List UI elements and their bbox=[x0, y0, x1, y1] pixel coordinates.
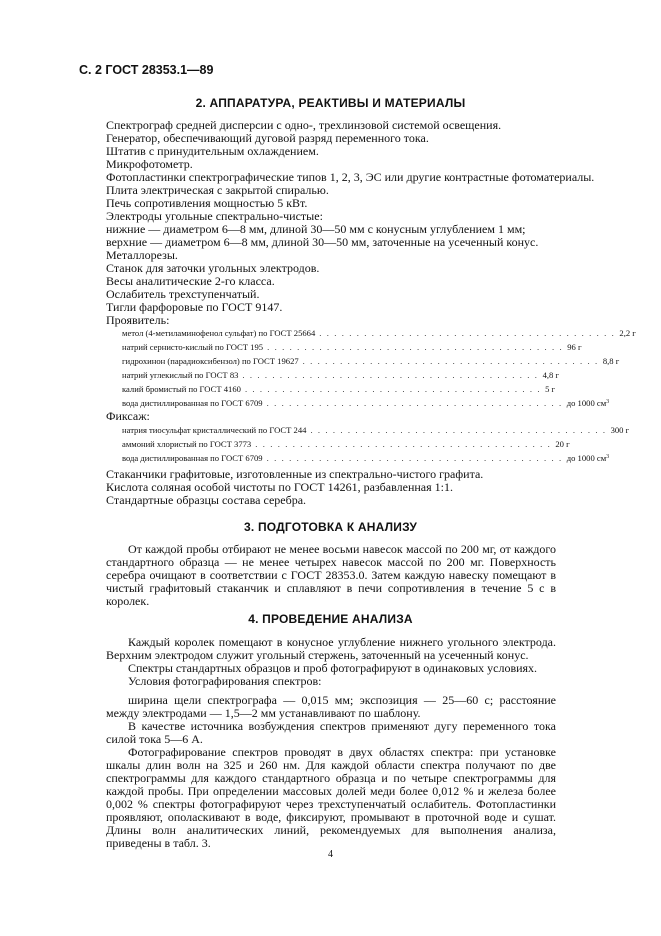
leader-dots: . . . . . . . . . . . . . . . . . . . . . . . . . . . . . . . . . . . . . . . . bbox=[302, 356, 599, 366]
equipment-line: Электроды угольные спектрально-чистые: bbox=[106, 209, 323, 223]
reagent-amount: 96 г bbox=[567, 342, 582, 352]
reagent-row bbox=[122, 366, 559, 380]
reagent-row bbox=[122, 449, 610, 463]
reagent-name: калий бромистый по ГОСТ 4160 bbox=[122, 384, 241, 394]
section-3-heading: 3. ПОДГОТОВКА К АНАЛИЗУ bbox=[244, 520, 417, 534]
reagent-name: вода дистиллированная по ГОСТ 6709 bbox=[122, 453, 263, 463]
reagent-amount: 4,8 г bbox=[542, 370, 559, 380]
reagent-name: натрия тиосульфат кристаллический по ГОСТ 244 bbox=[122, 425, 307, 435]
reagent-amount: 2,2 г bbox=[619, 328, 636, 338]
section-4-heading: 4. ПРОВЕДЕНИЕ АНАЛИЗА bbox=[248, 612, 413, 626]
reagent-row bbox=[122, 338, 582, 352]
page-header: С. 2 ГОСТ 28353.1—89 bbox=[79, 63, 214, 77]
material-line: Стаканчики графитовые, изготовленные из спектрально-чистого графита. bbox=[106, 467, 484, 481]
equipment-line: нижние — диаметром 6—8 мм, длиной 30—50 мм с конусным углублением 1 мм; bbox=[106, 222, 526, 236]
leader-dots: . . . . . . . . . . . . . . . . . . . . . . . . . . . . . . . . . . . . . . . . bbox=[242, 370, 539, 380]
section-2-heading: 2. АППАРАТУРА, РЕАКТИВЫ И МАТЕРИАЛЫ bbox=[195, 96, 466, 110]
equipment-line: Ослабитель трехступенчатый. bbox=[106, 287, 260, 301]
equipment-line: Тигли фарфоровые по ГОСТ 9147. bbox=[106, 300, 283, 314]
leader-dots: . . . . . . . . . . . . . . . . . . . . . . . . . . . . . . . . . . . . . . . . bbox=[266, 398, 563, 408]
reagent-name: вода дистиллированная по ГОСТ 6709 bbox=[122, 398, 263, 408]
reagent-name: аммоний хлористый по ГОСТ 3773 bbox=[122, 439, 252, 449]
reagent-amount: 5 г bbox=[545, 384, 556, 394]
equipment-line: Весы аналитические 2-го класса. bbox=[106, 274, 275, 288]
leader-dots: . . . . . . . . . . . . . . . . . . . . . . . . . . . . . . . . . . . . . . . . bbox=[266, 453, 563, 463]
amount-text: до 1000 см bbox=[566, 453, 607, 463]
amount-text: до 1000 см bbox=[566, 398, 607, 408]
equipment-line: Спектрограф средней дисперсии с одно-, трехлинзовой системой освещения. bbox=[106, 118, 502, 132]
developer-table bbox=[122, 324, 636, 408]
leader-dots: . . . . . . . . . . . . . . . . . . . . . . . . . . . . . . . . . . . . . . . . bbox=[319, 328, 616, 338]
reagent-row bbox=[122, 435, 570, 449]
reagent-amount: 300 г bbox=[610, 425, 630, 435]
leader-dots: . . . . . . . . . . . . . . . . . . . . . . . . . . . . . . . . . . . . . . . . bbox=[267, 342, 564, 352]
equipment-line: Микрофотометр. bbox=[106, 157, 193, 171]
leader-dots: . . . . . . . . . . . . . . . . . . . . . . . . . . . . . . . . . . . . . . . . bbox=[310, 425, 607, 435]
fixer-label: Фиксаж: bbox=[106, 409, 150, 423]
reagent-amount bbox=[563, 398, 609, 408]
reagent-row bbox=[122, 324, 636, 338]
unit-exponent: 3 bbox=[606, 399, 610, 405]
leader-dots: . . . . . . . . . . . . . . . . . . . . . . . . . . . . . . . . . . . . . . . . bbox=[255, 439, 552, 449]
section-4-paragraph-4: ширина щели спектрографа — 0,015 мм; экспозиция — 25—60 с; расстояние между электродами — 1,5—2 мм устанавливают по шаблону. bbox=[106, 693, 556, 720]
reagent-row bbox=[122, 380, 556, 394]
leader-dots: . . . . . . . . . . . . . . . . . . . . . . . . . . . . . . . . . . . . . . . . bbox=[244, 384, 542, 394]
reagent-name: метол (4-метиламинофенол сульфат) по ГОСТ 25664 bbox=[122, 328, 316, 338]
reagent-name: гидрохинон (парадиоксибензол) по ГОСТ 19627 bbox=[122, 356, 299, 366]
reagent-amount bbox=[563, 453, 609, 463]
reagent-amount: 20 г bbox=[555, 439, 570, 449]
equipment-line: Генератор, обеспечивающий дуговой разряд переменного тока. bbox=[106, 131, 429, 145]
unit-exponent: 3 bbox=[606, 454, 610, 460]
material-line: Кислота соляная особой чистоты по ГОСТ 14261, разбавленная 1:1. bbox=[106, 480, 453, 494]
section-3-paragraph: От каждой пробы отбирают не менее восьми навесок массой по 200 мг, от каждого стандартного образца — не менее четырех навесок массой по 200 мг. Поверхность серебра очищают в соответствии с ГОСТ 28353.0. Затем каждую навеску помещают в чистый графитовый стаканчик и сплавляют в печи сопротивления в течение 5 с в королек. bbox=[106, 542, 556, 608]
equipment-line: Плита электрическая с закрытой спиралью. bbox=[106, 183, 329, 197]
equipment-line: Штатив с принудительным охлаждением. bbox=[106, 144, 319, 158]
fixer-table bbox=[122, 421, 630, 463]
equipment-line: Фотопластинки спектрографические типов 1, 2, 3, ЭС или другие контрастные фотоматериалы. bbox=[106, 170, 595, 184]
section-4-paragraph-5: В качестве источника возбуждения спектров применяют дугу переменного тока силой тока 5—6 А. bbox=[106, 719, 556, 746]
equipment-line: Печь сопротивления мощностью 5 кВт. bbox=[106, 196, 308, 210]
section-4-paragraph-1: Каждый королек помещают в конусное углубление нижнего угольного электрода. Верхним электродом служит угольный стержень, заточенный на усеченный конус. bbox=[106, 635, 556, 662]
developer-label: Проявитель: bbox=[106, 313, 170, 327]
page-number: 4 bbox=[328, 849, 333, 860]
reagent-row bbox=[122, 352, 620, 366]
equipment-line: верхние — диаметром 6—8 мм, длиной 30—50 мм, заточенные на усеченный конус. bbox=[106, 235, 539, 249]
reagent-amount: 8,8 г bbox=[602, 356, 620, 366]
section-4-paragraph-6: Фотографирование спектров проводят в двух областях спектра: при установке шкалы длин волн на 325 и 260 нм. Для каждой области спектра получают по две спектрограммы для каждого стандартного образца и по четыре спектрограммы для каждой пробы. При определении массовых долей меди более 0,012 % и железа более 0,002 % спектры фотографируют через трехступенчатый ослабитель. Фотопластинки проявляют, ополаскивают в воде, фиксируют, промывают в проточной воде и сушат. Длины волн аналитических линий, рекомендуемых для выполнения анализа, приведены в табл. 3. bbox=[106, 745, 556, 850]
reagent-row bbox=[122, 394, 610, 408]
reagent-name: натрий сернисто-кислый по ГОСТ 195 bbox=[122, 342, 264, 352]
equipment-line: Металлорезы. bbox=[106, 248, 178, 262]
material-line: Стандартные образцы состава серебра. bbox=[106, 493, 307, 507]
reagent-name: натрий углекислый по ГОСТ 83 bbox=[122, 370, 239, 380]
section-4-paragraph-3: Условия фотографирования спектров: bbox=[128, 674, 322, 688]
equipment-line: Станок для заточки угольных электродов. bbox=[106, 261, 320, 275]
section-4-paragraph-2: Спектры стандартных образцов и проб фотографируют в одинаковых условиях. bbox=[128, 661, 538, 675]
reagent-row bbox=[122, 421, 630, 435]
